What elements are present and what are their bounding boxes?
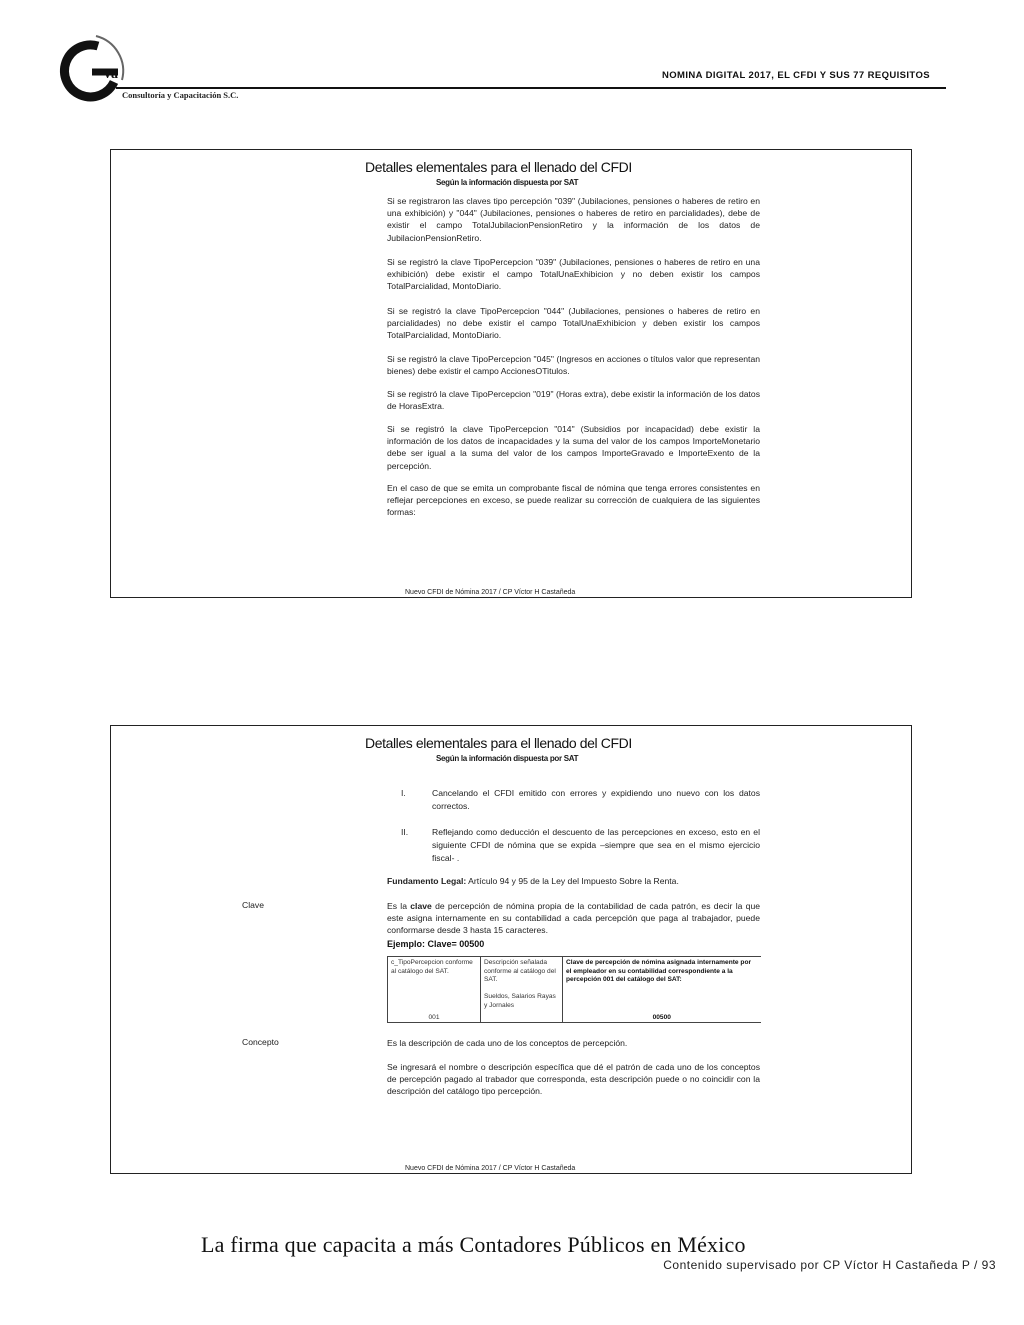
header-rule (118, 87, 946, 89)
slide-subtitle: Según la información dispuesta por SAT (436, 178, 579, 187)
page-tagline: La firma que capacita a más Contadores Públicos en México (201, 1232, 746, 1257)
table-row (388, 957, 761, 1013)
table-row (388, 1012, 761, 1023)
slide-2 (110, 725, 912, 1174)
table-cell (563, 957, 761, 1013)
concepto-paragraph: Se ingresará el nombre o descripción específica que dé el patrón de cada uno de los conceptos de percepción pagado al trabador que corresponda, esta descripción puede o no coincidir con la descripción del catálogo tipo percepción. (387, 1062, 760, 1097)
paragraph-correccion: En el caso de que se emita un comprobante fiscal de nómina que tenga errores consistentes en reflejar percepciones en exceso, se puede realizar su corrección de cualquiera de las siguientes formas: (387, 483, 760, 518)
page-credit: Contenido supervisado por CP Víctor H Castañeda P / 93 (663, 1258, 996, 1272)
clave-post: de percepción de nómina propia de la contabilidad de cada patrón, es decir la que este asigna internamente en su contabilidad a cada percepción que paga al trabajador, puede conformarse desde 3 hasta 15 caracteres. (387, 901, 760, 936)
slide-footer: Nuevo CFDI de Nómina 2017 / CP Víctor H Castañeda (405, 589, 576, 596)
logo-subtitle: Consultoría y Capacitación S.C. (122, 90, 239, 100)
col-tipo-percepcion: c_TipoPercepcion conforme al catálogo del SAT. (391, 959, 473, 975)
list-text: Reflejando como deducción el descuento de las percepciones en exceso, esto en el siguiente CFDI de nómina que se expida –siempre que sea en el mismo ejercicio fiscal- . (432, 827, 760, 863)
slide-footer: Nuevo CFDI de Nómina 2017 / CP Víctor H Castañeda (405, 1165, 576, 1172)
table-cell (481, 957, 563, 1013)
clave-description (387, 900, 760, 937)
col-descripcion-value: Sueldos, Salarios Rayas y Jornales (484, 993, 556, 1009)
document-header-title: NOMINA DIGITAL 2017, EL CFDI Y SUS 77 REQUISITOS (661, 70, 930, 81)
list-item (387, 826, 760, 865)
catalog-table (387, 956, 761, 1023)
slide-title: Detalles elementales para el llenado del CFDI (365, 159, 632, 175)
col-clave-asignada: Clave de percepción de nómina asignada internamente por el empleador en su contabilidad correspondiente a la percepción 001 del catálogo del SAT: (566, 959, 752, 983)
example-clave: Ejemplo: Clave= 00500 (387, 939, 485, 949)
table-cell-empty (481, 1012, 563, 1023)
slide-subtitle: Según la información dispuesta por SAT (436, 754, 579, 763)
slide-1 (110, 149, 912, 598)
slide-title: Detalles elementales para el llenado del CFDI (365, 735, 632, 751)
table-cell-001: 001 (388, 1012, 481, 1023)
paragraph-clave-045: Si se registró la clave TipoPercepcion "045" (Ingresos en acciones o títulos valor que representan bienes) debe existir el campo AccionesOTitulos. (387, 354, 760, 377)
paragraph-jubilaciones: Si se registraron las claves tipo percepción "039" (Jubilaciones, pensiones o haberes de retiro en una exhibición) y "044" (Jubilaciones, pensiones o haberes de retiro en parcialidades), debe de existir el campo TotalJubilacionPensionRetiro y la información de los datos de JubilacionPensionRetiro. (387, 196, 760, 243)
paragraph-clave-014: Si se registró la clave TipoPercepcion "014" (Subsidios por incapacidad) debe existir la información de los datos de incapacidades y la suma del valor de los campos ImporteMonetario debe ser igual a la suma del valor de los campos ImporteGravado e ImporteExento de la percepción. (387, 424, 760, 471)
list-number: II. (401, 827, 409, 837)
table-cell (388, 957, 481, 1013)
list-item (387, 787, 760, 813)
svg-text:va: va (104, 67, 118, 82)
paragraph-clave-039: Si se registró la clave TipoPercepcion "039" (Jubilaciones, pensiones o haberes de retiro en una exhibición) debe existir el campo TotalUnaExhibicion y no deben existir los campos TotalParcialidad, MontoDiario. (387, 257, 760, 292)
concepto-label: Concepto (242, 1037, 279, 1047)
list-number: I. (401, 788, 406, 798)
list-text: Cancelando el CFDI emitido con errores y expidiendo uno nuevo con los datos correctos. (432, 788, 760, 811)
clave-pre: Es la (387, 901, 411, 911)
clave-bold: clave (410, 901, 432, 911)
fundamento-text: Artículo 94 y 95 de la Ley del Impuesto Sobre la Renta. (466, 876, 679, 886)
paragraph-clave-019: Si se registró la clave TipoPercepcion "019" (Horas extra), debe existir la información de los datos de HorasExtra. (387, 389, 760, 412)
fundamento-legal (387, 876, 679, 886)
paragraph-clave-044: Si se registró la clave TipoPercepcion "044" (Jubilaciones, pensiones o haberes de retiro en parcialidades) no debe existir el campo TotalUnaExhibicion y deben existir los campos TotalParcialidad, MontoDiario. (387, 306, 760, 341)
concepto-line: Es la descripción de cada uno de los conceptos de percepción. (387, 1038, 628, 1048)
fundamento-label: Fundamento Legal: (387, 876, 467, 886)
col-descripcion: Descripción señalada conforme al catálogo del SAT. (484, 959, 556, 983)
clave-label: Clave (242, 900, 264, 910)
table-cell-00500: 00500 (563, 1012, 761, 1023)
